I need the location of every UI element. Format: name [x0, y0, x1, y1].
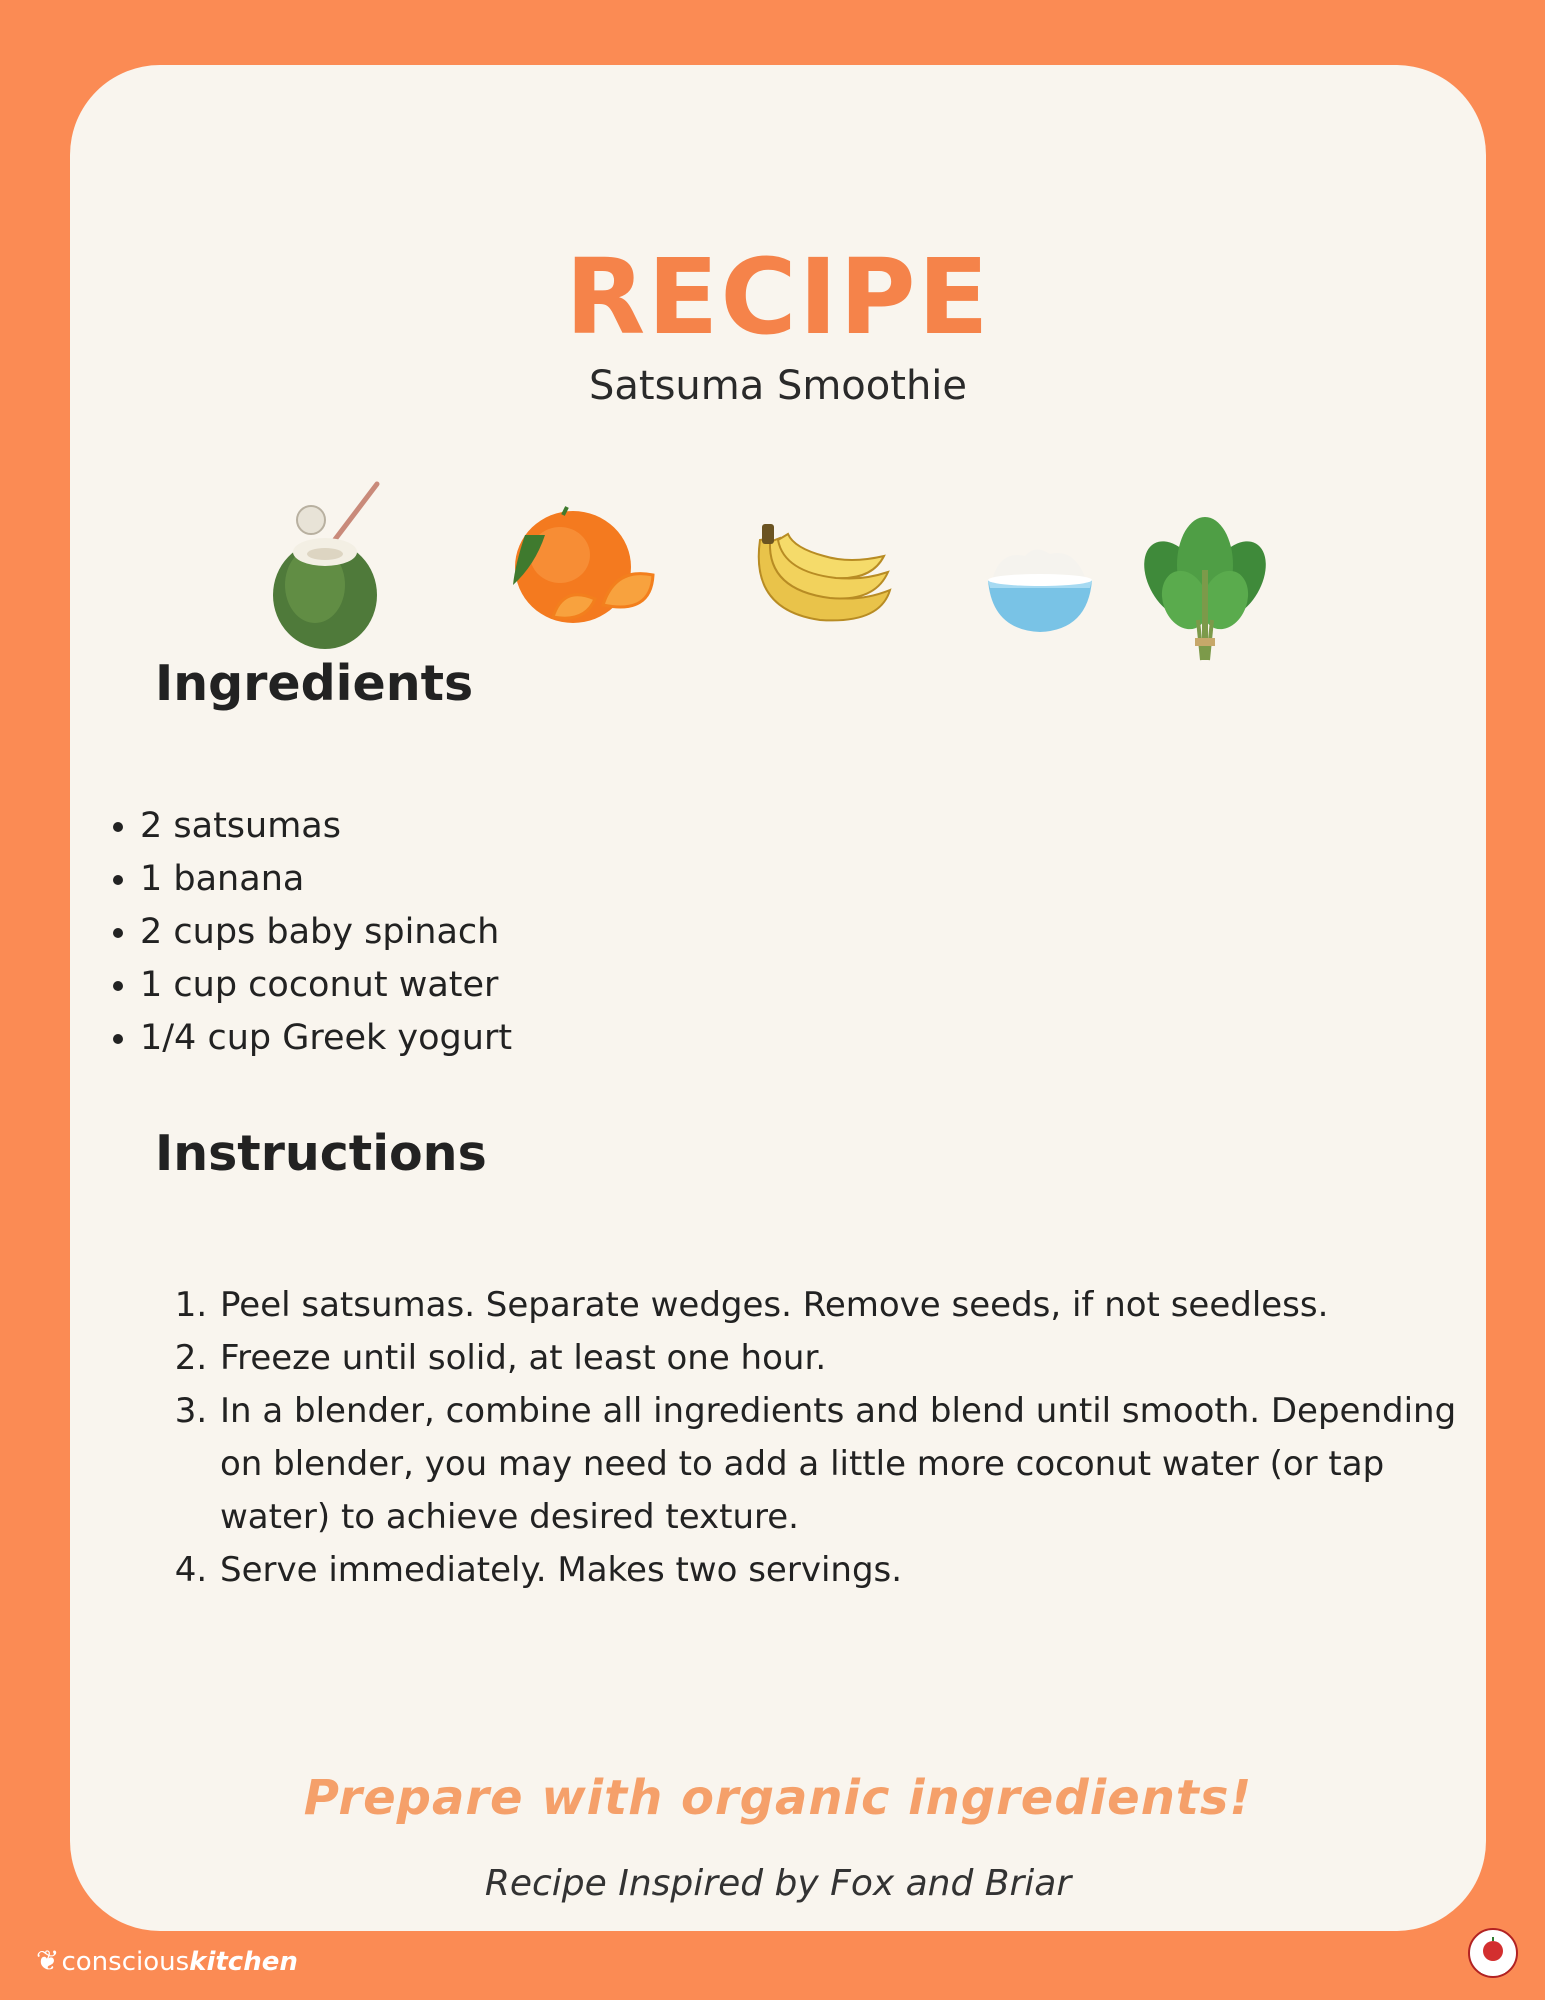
spinach-icon: [1140, 510, 1270, 675]
list-item: 2. Freeze until solid, at least one hour.: [218, 1332, 1468, 1385]
recipe-card: [70, 65, 1486, 1931]
list-item: • 1 banana: [140, 853, 512, 906]
list-item: 4. Serve immediately. Makes two servings.: [218, 1544, 1468, 1597]
brand-logo: ❦consciouskitchen: [36, 1944, 298, 1977]
satsuma-icon: [505, 505, 665, 645]
instructions-list: [148, 1279, 1468, 1597]
program-seal-icon: [1467, 1927, 1519, 1979]
banana-icon: [740, 520, 900, 640]
list-item: • 2 cups baby spinach: [140, 906, 512, 959]
list-item: • 1 cup coconut water: [140, 959, 512, 1012]
list-item: 1. Peel satsumas. Separate wedges. Remove seeds, if not seedless.: [218, 1279, 1468, 1332]
instructions-heading: Instructions: [155, 1125, 487, 1182]
list-item: 3. In a blender, combine all ingredients and blend until smooth. Depending on blender, you may need to add a little more coconut water (or tap water) to achieve desired texture.: [218, 1385, 1468, 1544]
ingredient-illustrations: [70, 480, 1486, 670]
yogurt-bowl-icon: [980, 540, 1100, 640]
coconut-icon: [265, 480, 395, 650]
recipe-credit: Recipe Inspired by Fox and Briar: [484, 1863, 1072, 1904]
tagline: Prepare with organic ingredients!: [303, 1770, 1253, 1826]
leaf-icon: ❦: [36, 1944, 60, 1977]
ingredients-heading: Ingredients: [155, 655, 474, 712]
list-item: • 2 satsumas: [140, 800, 512, 853]
ingredients-list: [70, 800, 512, 1065]
recipe-name: Satsuma Smoothie: [588, 363, 968, 409]
list-item: • 1/4 cup Greek yogurt: [140, 1012, 512, 1065]
page-title: RECIPE: [565, 236, 991, 358]
